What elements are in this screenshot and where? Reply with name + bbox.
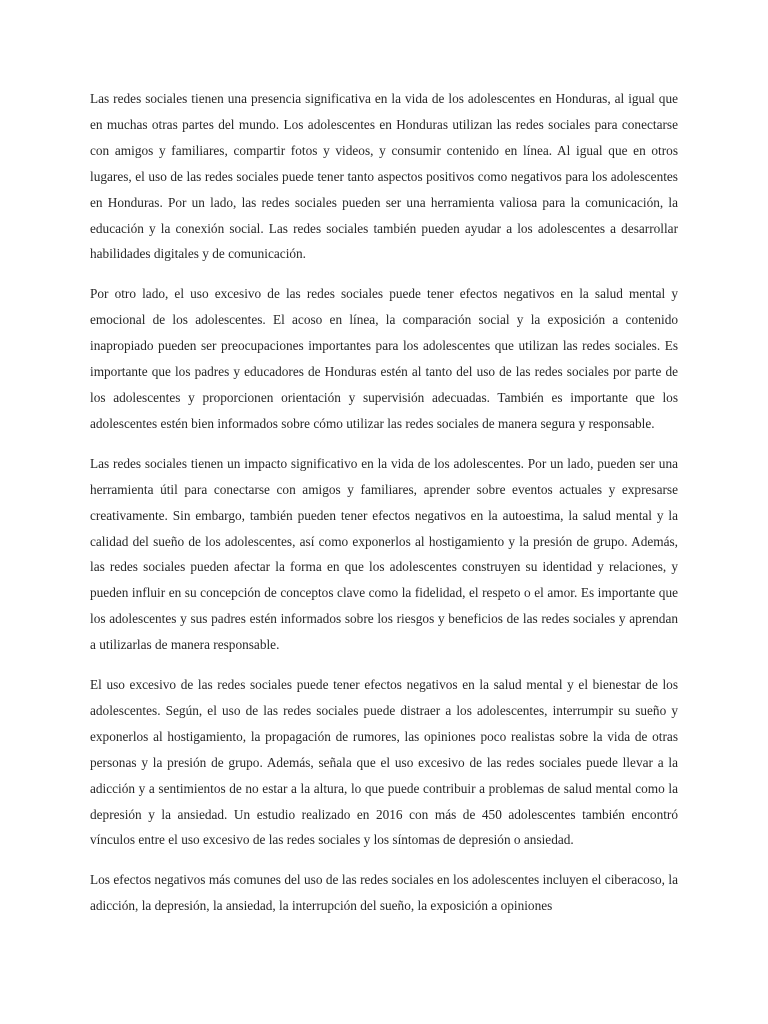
paragraph-5: Los efectos negativos más comunes del uso de las redes sociales en los adolescentes incluyen el ciberacoso, la adicción, la depresión, la ansiedad, la interrupción del sueño, la exposición a opiniones [90,872,678,914]
paragraph-4: El uso excesivo de las redes sociales puede tener efectos negativos en la salud mental y el bienestar de los adolescentes. Según, el uso de las redes sociales puede distraer a los adolescentes, interrumpir su sueño y exponerlos al hostigamiento, la propagación de rumores, las opiniones poco realistas sobre la vida de otras personas y la presión de grupo. Además, señala que el uso excesivo de las redes sociales puede llevar a la adicción y a sentimientos de no estar a la altura, lo que puede contribuir a problemas de salud mental como la depresión y la ansiedad. Un estudio realizado en 2016 con más de 450 adolescentes también encontró vínculos entre el uso excesivo de las redes sociales y los síntomas de depresión o ansiedad. [90,677,678,848]
paragraph-3: Las redes sociales tienen un impacto significativo en la vida de los adolescentes. Por un lado, pueden ser una herramienta útil para conectarse con amigos y familiares, aprender sobre eventos actuales y expresarse creativamente. Sin embargo, también pueden tener efectos negativos en la autoestima, la salud mental y la calidad del sueño de los adolescentes, así como exponerlos al hostigamiento y la presión de grupo. Además, las redes sociales pueden afectar la forma en que los adolescentes construyen su identidad y relaciones, y pueden influir en su concepción de conceptos clave como la fidelidad, el respeto o el amor. Es importante que los adolescentes y sus padres estén informados sobre los riesgos y beneficios de las redes sociales y aprendan a utilizarlas de manera responsable. [90,455,678,653]
paragraph-1: Las redes sociales tienen una presencia significativa en la vida de los adolescentes en Honduras, al igual que en muchas otras partes del mundo. Los adolescentes en Honduras utilizan las redes sociales para conectarse con amigos y familiares, compartir fotos y videos, y consumir contenido en línea. Al igual que en otros lugares, el uso de las redes sociales puede tener tanto aspectos positivos como negativos para los adolescentes en Honduras. Por un lado, las redes sociales pueden ser una herramienta valiosa para la comunicación, la educación y la conexión social. Las redes sociales también pueden ayudar a los adolescentes a desarrollar habilidades digitales y de comunicación. [90,91,678,262]
document-body [90,86,678,933]
paragraph-2: Por otro lado, el uso excesivo de las redes sociales puede tener efectos negativos en la salud mental y emocional de los adolescentes. El acoso en línea, la comparación social y la exposición a contenido inapropiado pueden ser preocupaciones importantes para los adolescentes que utilizan las redes sociales. Es importante que los padres y educadores de Honduras estén al tanto del uso de las redes sociales por parte de los adolescentes y proporcionen orientación y supervisión adecuadas. También es importante que los adolescentes estén bien informados sobre cómo utilizar las redes sociales de manera segura y responsable. [90,286,678,431]
